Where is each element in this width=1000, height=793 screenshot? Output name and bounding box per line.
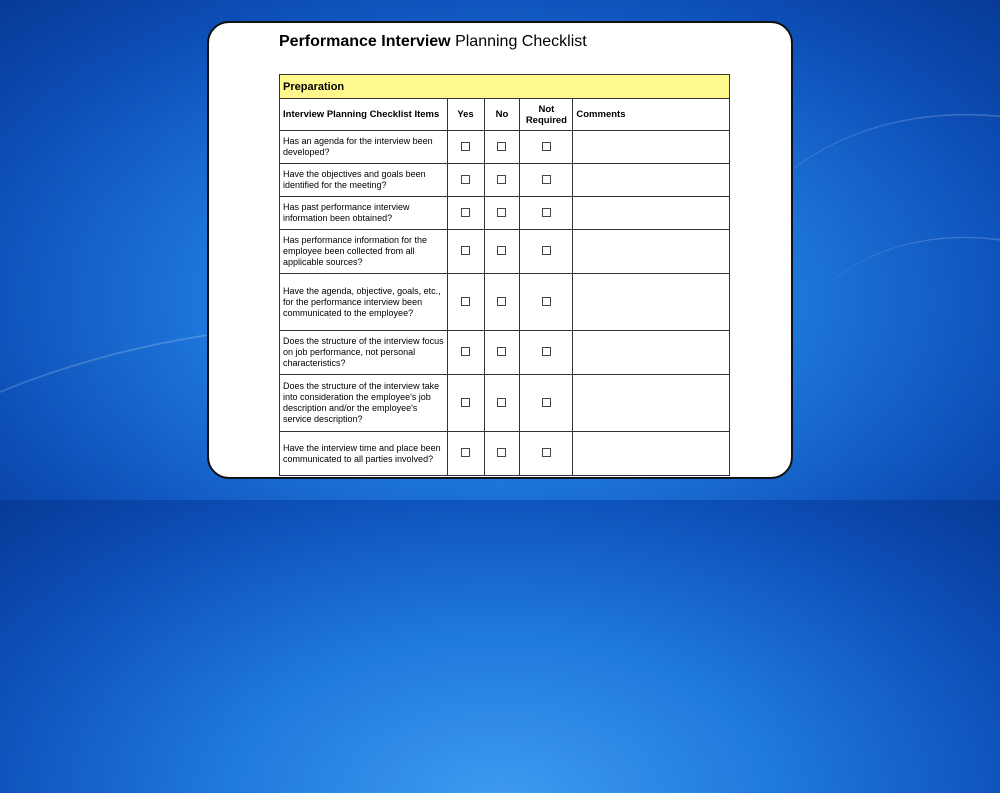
checklist-row: [280, 164, 730, 197]
cell-yes: [447, 331, 484, 375]
comments-cell[interactable]: [573, 331, 730, 375]
col-header-not-required-line1: Not: [538, 103, 555, 115]
checkbox-no[interactable]: [497, 142, 506, 151]
cell-no: [484, 331, 520, 375]
checkbox-yes[interactable]: [461, 448, 470, 457]
cell-not-required: [520, 331, 573, 375]
col-header-comments: Comments: [573, 99, 730, 131]
checklist-item-text: Does the structure of the interview focus on job performance, not personal characteristics?: [280, 331, 448, 375]
checkbox-not-required[interactable]: [542, 175, 551, 184]
checkbox-no[interactable]: [497, 246, 506, 255]
checklist-item-text: Does the structure of the interview take into consideration the employee's job description and/or the employee's service description?: [280, 375, 448, 432]
cell-no: [484, 164, 520, 197]
checkbox-no[interactable]: [497, 448, 506, 457]
checkbox-no[interactable]: [497, 347, 506, 356]
checklist-item-text: Has performance information for the employee been collected from all applicable sources?: [280, 230, 448, 274]
cell-not-required: [520, 197, 573, 230]
checkbox-not-required[interactable]: [542, 246, 551, 255]
cell-yes: [447, 230, 484, 274]
col-header-not-required: [520, 99, 573, 131]
checklist-row: [280, 274, 730, 331]
checklist-row: [280, 331, 730, 375]
checkbox-yes[interactable]: [461, 347, 470, 356]
checkbox-yes[interactable]: [461, 297, 470, 306]
section-header-row: [280, 75, 730, 99]
document-card: [207, 21, 793, 479]
checkbox-yes[interactable]: [461, 246, 470, 255]
checklist-item-text: Have the interview time and place been communicated to all parties involved?: [280, 432, 448, 476]
checkbox-not-required[interactable]: [542, 208, 551, 217]
checkbox-no[interactable]: [497, 398, 506, 407]
checklist-row: [280, 131, 730, 164]
checkbox-not-required[interactable]: [542, 347, 551, 356]
title-normal: Planning Checklist: [455, 33, 587, 50]
cell-yes: [447, 131, 484, 164]
cell-not-required: [520, 131, 573, 164]
cell-yes: [447, 375, 484, 432]
section-title: Preparation: [280, 75, 730, 99]
cell-no: [484, 274, 520, 331]
cell-not-required: [520, 230, 573, 274]
title-bold: Performance Interview: [279, 33, 451, 50]
cell-no: [484, 230, 520, 274]
checklist-item-text: Have the objectives and goals been identified for the meeting?: [280, 164, 448, 197]
checkbox-yes[interactable]: [461, 175, 470, 184]
comments-cell[interactable]: [573, 197, 730, 230]
checklist-table: [279, 74, 730, 476]
checkbox-no[interactable]: [497, 175, 506, 184]
checkbox-yes[interactable]: [461, 142, 470, 151]
checklist-row: [280, 197, 730, 230]
page-title: [279, 33, 587, 51]
cell-not-required: [520, 375, 573, 432]
checkbox-no[interactable]: [497, 297, 506, 306]
comments-cell[interactable]: [573, 375, 730, 432]
col-header-yes: Yes: [447, 99, 484, 131]
checkbox-yes[interactable]: [461, 398, 470, 407]
cell-yes: [447, 164, 484, 197]
cell-not-required: [520, 274, 573, 331]
checkbox-not-required[interactable]: [542, 297, 551, 306]
col-header-items: Interview Planning Checklist Items: [280, 99, 448, 131]
comments-cell[interactable]: [573, 274, 730, 331]
checkbox-not-required[interactable]: [542, 142, 551, 151]
comments-cell[interactable]: [573, 432, 730, 476]
cell-not-required: [520, 432, 573, 476]
col-header-not-required-line2: Required: [525, 114, 567, 126]
checklist-item-text: Have the agenda, objective, goals, etc., for the performance interview been communicated to the employee?: [280, 274, 448, 331]
cell-no: [484, 432, 520, 476]
checkbox-no[interactable]: [497, 208, 506, 217]
cell-yes: [447, 274, 484, 331]
checkbox-not-required[interactable]: [542, 398, 551, 407]
col-header-no: No: [484, 99, 520, 131]
cell-no: [484, 375, 520, 432]
cell-yes: [447, 432, 484, 476]
cell-no: [484, 197, 520, 230]
checklist-item-text: Has past performance interview information been obtained?: [280, 197, 448, 230]
comments-cell[interactable]: [573, 164, 730, 197]
cell-no: [484, 131, 520, 164]
checklist-row: [280, 230, 730, 274]
cell-not-required: [520, 164, 573, 197]
comments-cell[interactable]: [573, 131, 730, 164]
comments-cell[interactable]: [573, 230, 730, 274]
checklist-item-text: Has an agenda for the interview been developed?: [280, 131, 448, 164]
checkbox-not-required[interactable]: [542, 448, 551, 457]
checkbox-yes[interactable]: [461, 208, 470, 217]
checklist-row: [280, 432, 730, 476]
column-header-row: [280, 99, 730, 131]
checklist-row: [280, 375, 730, 432]
cell-yes: [447, 197, 484, 230]
